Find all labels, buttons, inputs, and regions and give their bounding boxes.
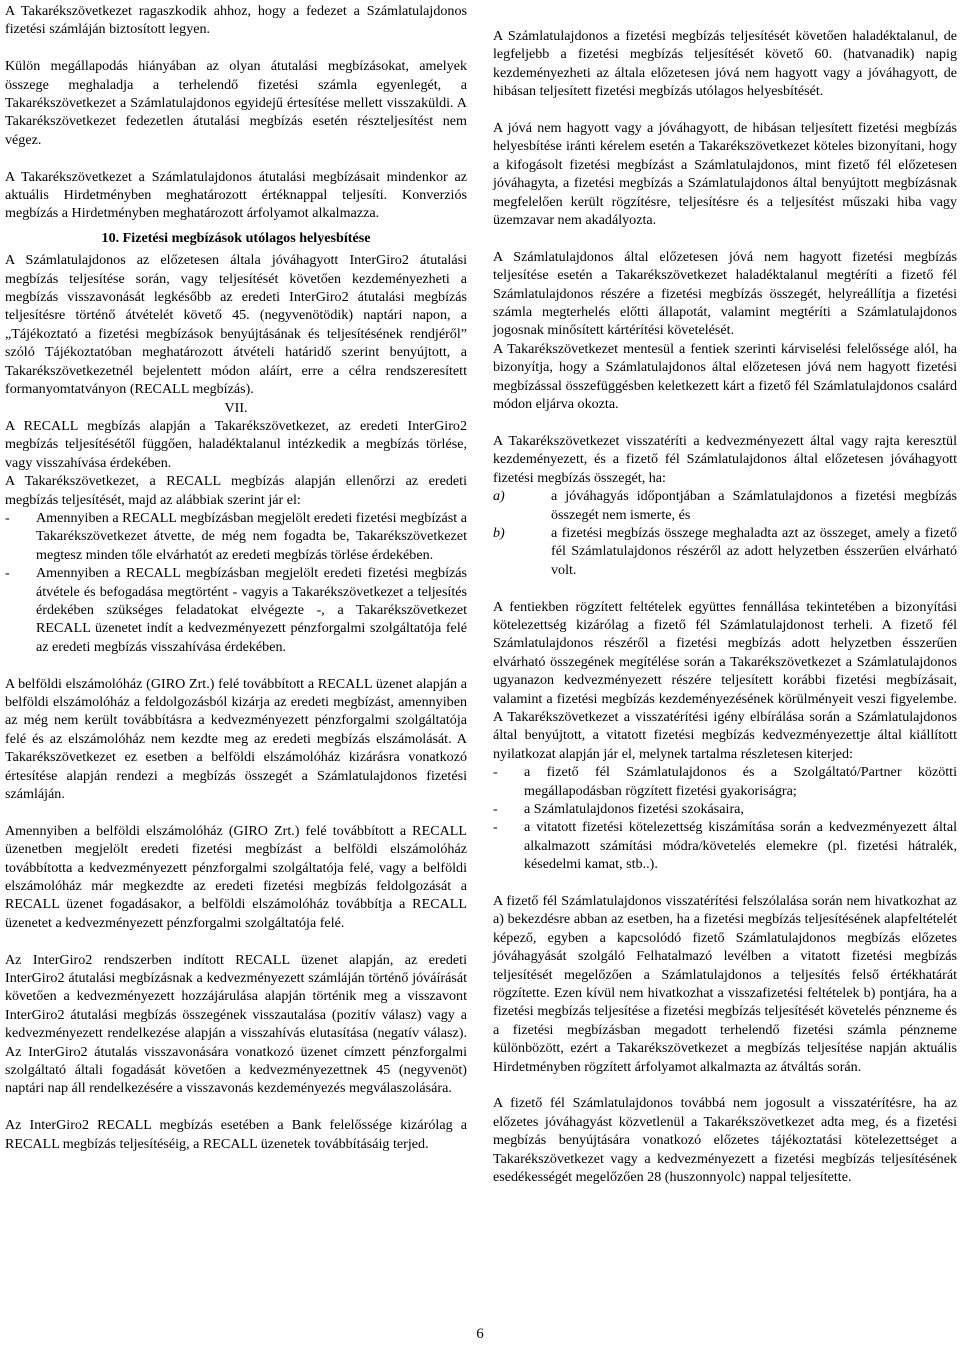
paragraph: A RECALL megbízás alapján a Takarékszövetkezet, az eredeti InterGiro2 megbízás teljesítésétől függően, haladéktalanul intézkedik a megbízás törlése, vagy visszahívása érdekében.	[5, 417, 467, 471]
paragraph: A Takarékszövetkezet a Számlatulajdonos átutalási megbízásait mindenkor az aktuális Hirdetményben meghatározott értéknappal teljesíti. Konverziós megbízás a Hirdetményben meghatározott árfolyamot alkalmazza.	[5, 168, 467, 222]
list-item	[493, 763, 957, 800]
paragraph: A fizető fél Számlatulajdonos visszatérítési felszólalása során nem hivatkozhat az a) bekezdésre abban az esetben, ha a fizetési megbízás teljesítésének alapfeltételét képező, egyben a kapcsolódó fizető Számlatulajdonos megbízás előzetes jóváhagyását szolgáló Felhatalmazó levélben a vitatott fizetési megbízás teljesítését megelőzően a Számlatulajdonos a teljesítés felső értékhatárát rögzítette. Ezen kívül nem hivatkozhat a visszafizetési feltételek b) pontjára, ha a fizetési megbízás teljesítése a fizetési megbízás teljesítését követelés pénzneme és a fizetési megbízásban megadott terhelendő fizetési számla pénzneme különbözött, ezért a Takarékszövetkezet a megbízás teljesítése napján aktuális Hirdetményben rögzített árfolyamot alkalmazta az átváltás során.	[493, 893, 957, 1075]
dash-bullet: -	[5, 509, 10, 526]
page-number: 6	[476, 1326, 484, 1342]
paragraph: Külön megállapodás hiányában az olyan átutalási megbízásokat, amelyek összege meghaladja a terhelendő fizetési számla egyenlegét, a Takarékszövetkezet a Számlatulajdonos egyidejű értesítése mellett visszaküldi. A Takarékszövetkezet fedezetlen átutalási megbízás esetén részteljesítést nem végez.	[5, 58, 467, 148]
dash-bullet: -	[5, 565, 10, 582]
dash-bullet: -	[493, 801, 498, 817]
paragraph: A jóvá nem hagyott vagy a jóváhagyott, de hibásan teljesített fizetési megbízás helyesbítése iránti kérelem esetén a Takarékszövetkezet köteles bizonyítani, hogy a kifogásolt fizetési megbízást a Számlatulajdonos, mint fizető fél előzetesen jóváhagyta, a fizetési megbízás a Számlatulajdonos által benyújtott megbízásnak megfelelően került rögzítésre, teljesítésre és a teljesítést műszaki hiba vagy üzemzavar nem akadályozta.	[493, 120, 957, 229]
paragraph: A Takarékszövetkezet ragaszkodik ahhoz, hogy a fedezet a Számlatulajdonos fizetési számláján biztosított legyen.	[5, 3, 467, 38]
list-marker: b)	[493, 524, 505, 541]
list-item	[493, 524, 957, 579]
paragraph: Amennyiben a belföldi elszámolóház (GIRO Zrt.) felé továbbított a RECALL üzenetben megjelölt eredeti fizetési megbízást a belföldi elszámolóház továbbította a kedvezményezett pénzforgalmi szolgáltatója felé, vagy a belföldi elszámolóház már megkezdte az eredeti fizetési megbízás feldolgozását a RECALL üzenet fogadásakor, a belföldi elszámolóház továbbítja a RECALL üzenetet a kedvezményezett pénzforgalmi szolgáltatója felé.	[5, 822, 467, 931]
list-item-text: a fizető fél Számlatulajdonos és a Szolgáltató/Partner közötti megállapodásban rögzített fizetési gyakoriságra;	[524, 764, 957, 799]
paragraph: Az InterGiro2 rendszerben indított RECALL üzenet alapján, az eredeti InterGiro2 átutalási megbízásnak a kedvezményezett számláján történő jóváírását követően a kedvezményezett hozzájárulása alapján történik meg a visszavont InterGiro2 átutalási megbízás összegének visszautalása (pozitív válasz) vagy a kedvezményezett rendelkezése alapján a visszahívás elutasítása (negatív válasz). Az InterGiro2 átutalás visszavonására vonatkozó üzenet címzett pénzforgalmi szolgáltató általi fogadását követően a kedvezményezettnek 45 (negyvenöt) naptári nap áll rendelkezésére a visszavonás kezdeményezés megválaszolására.	[5, 951, 467, 1097]
left-column	[5, 2, 467, 1153]
list-item-text: a vitatott fizetési kötelezettség kiszámítása során a kedvezményezett által alkalmazott számítási módra/követelés elemekre (pl. fizetési hátralék, késedelmi kamat, stb..).	[524, 819, 957, 873]
dash-bullet: -	[493, 764, 498, 781]
paragraph: A fizető fél Számlatulajdonos továbbá nem jogosult a visszatérítésre, ha az előzetes jóváhagyást közvetlenül a Takarékszövetkezet adta meg, és a fizetési megbízás benyújtására vonatkozó előzetes tájékoztatási kötelezettséget a Takarékszövetkezet vagy a kedvezményezett a fizetési megbízás teljesítésének esedékességét megelőzően 28 (huszonnyolc) nappal teljesítette.	[493, 1095, 957, 1186]
list-item-text: a Számlatulajdonos fizetési szokásaira,	[524, 801, 744, 817]
section-heading: 10. Fizetési megbízások utólagos helyesbítése	[101, 229, 371, 246]
list-item-text: a jóváhagyás időpontjában a Számlatulajdonos a fizetési megbízás összegét nem ismerte, és	[551, 488, 957, 523]
list-item	[493, 487, 957, 524]
right-column	[493, 27, 957, 1187]
list-item	[5, 509, 467, 564]
list-item	[5, 564, 467, 656]
list-item	[493, 818, 957, 873]
section-roman-numeral: VII.	[224, 399, 248, 416]
paragraph: A fentiekben rögzített feltételek együttes fennállása tekintetében a bizonyítási kötelezettség kizárólag a fizető fél Számlatulajdonost terheli. A fizető fél Számlatulajdonos részéről a fizetési megbízás adott helyzetben ésszerűen elvárható összegének megítélése során a Takarékszövetkezet a Számlatulajdonos ugyanazon kedvezményezett részére teljesített korábbi fizetési megbízásait, valamint a fizetési megbízás kezdeményezésének körülményeit veszi figyelembe. A Takarékszövetkezet a visszatérítési igény elbírálása során a Számlatulajdonos által benyújtott, a vitatott fizetési megbízás kedvezményezettje által kiállított nyilatkozat alapján jár el, melynek tartalma részletesen kiterjed:	[493, 598, 957, 762]
list-item-text: a fizetési megbízás összege meghaladta azt az összeget, amely a fizető fél Számlatulajdonos részéről az adott helyzetben ésszerűen elvárható volt.	[551, 524, 957, 578]
paragraph: A Számlatulajdonos a fizetési megbízás teljesítését követően haladéktalanul, de legfeljebb a fizetési megbízás teljesítését követő 60. (hatvanadik) napig kezdeményezheti az általa előzetesen jóvá nem hagyott vagy a jóváhagyott, de hibásan teljesített fizetési megbízás utólagos helyesbítését.	[493, 28, 957, 100]
list-item-text: Amennyiben a RECALL megbízásban megjelölt eredeti fizetési megbízás átvétele és befogadása megtörtént - vagyis a Takarékszövetkezet a teljesítés érdekében szükséges feladatokat elvégezte -, a Takarékszövetkezet RECALL üzenetet indít a kedvezményezett pénzforgalmi szolgáltatója felé az eredeti megbízás visszahívása érdekében.	[36, 565, 467, 655]
list-item	[493, 800, 957, 818]
paragraph: A Számlatulajdonos által előzetesen jóvá nem hagyott fizetési megbízás teljesítése esetén a Takarékszövetkezet haladéktalanul megtéríti a fizető fél Számlatulajdonos részére a fizetési megbízás összegét, helyreállítja a fizetési számla megterhelés előtti állapotát, valamint megtéríti a Számlatulajdonos jogosnak minősített kártérítési követelését.	[493, 248, 957, 339]
paragraph: A Számlatulajdonos az előzetesen általa jóváhagyott InterGiro2 átutalási megbízás teljesítése során, vagy teljesítését követően kezdeményezheti a megbízás visszavonását legkésőbb az eredeti InterGiro2 átutalási megbízás teljesítésre történő átvételét követő 45. (negyvenötödik) naptári napon, a „Tájékoztató a fizetési megbízások benyújtásának és teljesítésének rendjéről” szóló Tájékoztatóban meghatározott átvételi határidő szerint benyújtott, a Takarékszövetkezetnél bejelentett módon aláírt, erre a célra rendszeresített formanyomtatványon (RECALL megbízás).	[5, 252, 467, 398]
paragraph: Az InterGiro2 RECALL megbízás esetében a Bank felelőssége kizárólag a RECALL megbízás teljesítéséig, a RECALL üzenetek továbbításáig terjed.	[5, 1117, 467, 1152]
paragraph: A belföldi elszámolóház (GIRO Zrt.) felé továbbított a RECALL üzenet alapján a belföldi elszámolóház a feldolgozásból kizárja az eredeti megbízást, amennyiben az még nem került továbbításra a kedvezményezett pénzforgalmi szolgáltatója felé és az elszámolóház nem kezdte meg az eredeti megbízás elszámolását. A Takarékszövetkezet ez esetben a belföldi elszámolóház kizárásra vonatkozó értesítése alapján rendezi a megbízás összegét a Számlatulajdonos fizetési számláján.	[5, 675, 467, 803]
dash-bullet: -	[493, 819, 498, 836]
list-marker: a)	[493, 488, 505, 505]
list-item-text: Amennyiben a RECALL megbízásban megjelölt eredeti fizetési megbízást a Takarékszövetkezet átvette, de még nem fogadta be, Takarékszövetkezet megtesz minden tőle elvárhatót az eredeti megbízás törlése érdekében.	[36, 509, 467, 563]
paragraph: A Takarékszövetkezet, a RECALL megbízás alapján ellenőrzi az eredeti megbízás teljesítését, majd az alábbiak szerint jár el:	[5, 473, 467, 508]
paragraph: A Takarékszövetkezet mentesül a fentiek szerinti kárviselési felelőssége alól, ha bizonyítja, hogy a Számlatulajdonos által előzetesen jóvá nem hagyott fizetési megbízással összefüggésben keletkezett kárt a fizető fél Számlatulajdonos csalárd módon eljárva okozta.	[493, 340, 957, 413]
paragraph: A Takarékszövetkezet visszatéríti a kedvezményezett által vagy rajta keresztül kezdeményezett, és a fizető fél Számlatulajdonos által előzetesen jóváhagyott fizetési megbízás összegét, ha:	[493, 432, 957, 486]
